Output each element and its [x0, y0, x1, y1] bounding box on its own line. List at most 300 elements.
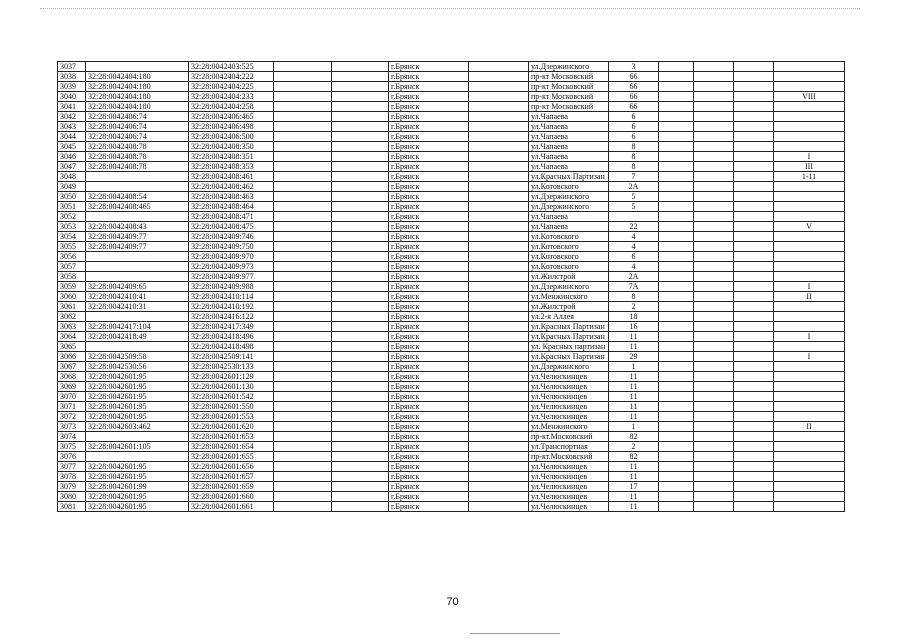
city-cell: г.Брянск: [389, 422, 469, 432]
city-cell: г.Брянск: [389, 172, 469, 182]
table-row: [58, 422, 845, 432]
house-number-cell: 11: [609, 382, 659, 392]
empty-cell: [332, 242, 389, 252]
empty-cell: [734, 122, 774, 132]
empty-cell: [332, 262, 389, 272]
empty-cell: [734, 482, 774, 492]
empty-cell: [734, 362, 774, 372]
table-row: [58, 122, 845, 132]
empty-cell: [694, 202, 734, 212]
table-row: [58, 262, 845, 272]
empty-cell: [469, 212, 529, 222]
empty-cell: [332, 212, 389, 222]
empty-cell: [734, 72, 774, 82]
empty-cell: [332, 502, 389, 512]
empty-cell: [659, 242, 694, 252]
empty-cell: [274, 92, 332, 102]
empty-cell: [469, 292, 529, 302]
row-number-cell: 3047: [58, 162, 86, 172]
row-number-cell: 3052: [58, 212, 86, 222]
empty-cell: [332, 462, 389, 472]
land-cadastral-cell: 32:28:0042601:95: [86, 462, 189, 472]
empty-cell: [274, 422, 332, 432]
city-cell: г.Брянск: [389, 502, 469, 512]
empty-cell: [332, 112, 389, 122]
empty-cell: [332, 312, 389, 322]
empty-cell: [659, 142, 694, 152]
empty-cell: [274, 252, 332, 262]
empty-cell: [734, 392, 774, 402]
empty-cell: [332, 492, 389, 502]
street-cell: ул. Красных партизан: [529, 342, 609, 352]
city-cell: г.Брянск: [389, 462, 469, 472]
cadastral-number-cell: 32:28:0042509:141: [189, 352, 274, 362]
premises-number-cell: [774, 142, 845, 152]
scan-edge-line: [40, 8, 860, 10]
table-row: [58, 332, 845, 342]
empty-cell: [659, 442, 694, 452]
city-cell: г.Брянск: [389, 282, 469, 292]
empty-cell: [274, 442, 332, 452]
empty-cell: [274, 242, 332, 252]
house-number-cell: 11: [609, 332, 659, 342]
row-number-cell: 3038: [58, 72, 86, 82]
house-number-cell: 66: [609, 102, 659, 112]
empty-cell: [694, 402, 734, 412]
house-number-cell: 6: [609, 122, 659, 132]
premises-number-cell: [774, 452, 845, 462]
street-cell: ул.Челюскинцев: [529, 482, 609, 492]
cadastral-number-cell: 32:28:0042406:498: [189, 122, 274, 132]
empty-cell: [469, 112, 529, 122]
table-row: [58, 142, 845, 152]
cadastral-number-cell: 32:28:0042408:350: [189, 142, 274, 152]
premises-number-cell: [774, 102, 845, 112]
house-number-cell: 66: [609, 72, 659, 82]
empty-cell: [734, 142, 774, 152]
empty-cell: [694, 122, 734, 132]
empty-cell: [734, 312, 774, 322]
premises-number-cell: [774, 232, 845, 242]
land-cadastral-cell: 32:28:0042410:31: [86, 302, 189, 312]
cadastral-number-cell: 32:28:0042409:970: [189, 252, 274, 262]
empty-cell: [734, 352, 774, 362]
empty-cell: [694, 72, 734, 82]
house-number-cell: 2А: [609, 272, 659, 282]
land-cadastral-cell: 32:28:0042603:462: [86, 422, 189, 432]
house-number-cell: 1: [609, 422, 659, 432]
table-row: [58, 202, 845, 212]
street-cell: ул.Чапаева: [529, 222, 609, 232]
city-cell: г.Брянск: [389, 472, 469, 482]
empty-cell: [332, 202, 389, 212]
street-cell: ул.Челюскинцев: [529, 412, 609, 422]
street-cell: ул.Транспортная: [529, 442, 609, 452]
cadastral-number-cell: 32:28:0042601:129: [189, 372, 274, 382]
table-row: [58, 302, 845, 312]
empty-cell: [274, 192, 332, 202]
row-number-cell: 3074: [58, 432, 86, 442]
empty-cell: [469, 432, 529, 442]
empty-cell: [469, 322, 529, 332]
table-row: [58, 182, 845, 192]
empty-cell: [734, 382, 774, 392]
land-cadastral-cell: 32:28:0042601:95: [86, 402, 189, 412]
premises-number-cell: [774, 392, 845, 402]
empty-cell: [694, 482, 734, 492]
table-row: [58, 312, 845, 322]
empty-cell: [694, 452, 734, 462]
cadastral-number-cell: 32:28:0042530:133: [189, 362, 274, 372]
empty-cell: [469, 132, 529, 142]
row-number-cell: 3063: [58, 322, 86, 332]
row-number-cell: 3080: [58, 492, 86, 502]
empty-cell: [659, 62, 694, 72]
empty-cell: [332, 162, 389, 172]
row-number-cell: 3067: [58, 362, 86, 372]
empty-cell: [469, 502, 529, 512]
row-number-cell: 3061: [58, 302, 86, 312]
street-cell: ул.Челюскинцев: [529, 492, 609, 502]
street-cell: ул.Дзержинского: [529, 62, 609, 72]
land-cadastral-cell: 32:28:0042409:77: [86, 232, 189, 242]
empty-cell: [694, 472, 734, 482]
empty-cell: [469, 282, 529, 292]
table-row: [58, 242, 845, 252]
empty-cell: [694, 92, 734, 102]
empty-cell: [659, 392, 694, 402]
land-cadastral-cell: 32:28:0042601:95: [86, 392, 189, 402]
house-number-cell: 66: [609, 92, 659, 102]
cadastral-number-cell: 32:28:0042404:233: [189, 92, 274, 102]
table-row: [58, 62, 845, 72]
cadastral-number-cell: 32:28:0042601:656: [189, 462, 274, 472]
street-cell: ул.Чапаева: [529, 142, 609, 152]
empty-cell: [694, 232, 734, 242]
empty-cell: [469, 72, 529, 82]
row-number-cell: 3070: [58, 392, 86, 402]
land-cadastral-cell: [86, 212, 189, 222]
empty-cell: [332, 352, 389, 362]
empty-cell: [274, 142, 332, 152]
empty-cell: [694, 182, 734, 192]
land-cadastral-cell: 32:28:0042601:95: [86, 502, 189, 512]
empty-cell: [694, 362, 734, 372]
city-cell: г.Брянск: [389, 432, 469, 442]
empty-cell: [734, 82, 774, 92]
city-cell: г.Брянск: [389, 122, 469, 132]
row-number-cell: 3043: [58, 122, 86, 132]
empty-cell: [274, 352, 332, 362]
empty-cell: [332, 482, 389, 492]
empty-cell: [332, 382, 389, 392]
land-cadastral-cell: 32:28:0042406:74: [86, 122, 189, 132]
cadastral-number-cell: 32:28:0042601:542: [189, 392, 274, 402]
empty-cell: [469, 62, 529, 72]
premises-number-cell: I: [774, 152, 845, 162]
street-cell: ул.Чапаева: [529, 152, 609, 162]
cadastral-number-cell: 32:28:0042601:660: [189, 492, 274, 502]
street-cell: ул.Челюскинцев: [529, 372, 609, 382]
street-cell: ул.Красных Партизан: [529, 172, 609, 182]
empty-cell: [659, 252, 694, 262]
house-number-cell: 82: [609, 452, 659, 462]
land-cadastral-cell: 32:28:0042408:54: [86, 192, 189, 202]
premises-number-cell: [774, 272, 845, 282]
city-cell: г.Брянск: [389, 242, 469, 252]
empty-cell: [694, 462, 734, 472]
street-cell: ул.Чапаева: [529, 132, 609, 142]
city-cell: г.Брянск: [389, 442, 469, 452]
street-cell: ул.Менжинского: [529, 422, 609, 432]
row-number-cell: 3078: [58, 472, 86, 482]
empty-cell: [332, 322, 389, 332]
row-number-cell: 3037: [58, 62, 86, 72]
empty-cell: [469, 342, 529, 352]
empty-cell: [734, 192, 774, 202]
street-cell: ул.Котовского: [529, 232, 609, 242]
city-cell: г.Брянск: [389, 342, 469, 352]
table-row: [58, 502, 845, 512]
land-cadastral-cell: 32:28:0042601:105: [86, 442, 189, 452]
cadastral-number-cell: 32:28:0042601:661: [189, 502, 274, 512]
house-number-cell: 2: [609, 442, 659, 452]
empty-cell: [274, 482, 332, 492]
row-number-cell: 3042: [58, 112, 86, 122]
empty-cell: [274, 162, 332, 172]
empty-cell: [659, 402, 694, 412]
row-number-cell: 3068: [58, 372, 86, 382]
house-number-cell: 7: [609, 172, 659, 182]
empty-cell: [274, 322, 332, 332]
row-number-cell: 3058: [58, 272, 86, 282]
cadastral-number-cell: 32:28:0042601:553: [189, 412, 274, 422]
table-row: [58, 82, 845, 92]
land-cadastral-cell: 32:28:0042408:78: [86, 162, 189, 172]
row-number-cell: 3059: [58, 282, 86, 292]
empty-cell: [734, 442, 774, 452]
empty-cell: [694, 82, 734, 92]
city-cell: г.Брянск: [389, 82, 469, 92]
street-cell: ул.Красных Партизан: [529, 332, 609, 342]
empty-cell: [469, 302, 529, 312]
empty-cell: [659, 162, 694, 172]
empty-cell: [659, 272, 694, 282]
table-row: [58, 372, 845, 382]
empty-cell: [469, 152, 529, 162]
empty-cell: [694, 422, 734, 432]
empty-cell: [469, 452, 529, 462]
empty-cell: [469, 462, 529, 472]
empty-cell: [659, 382, 694, 392]
empty-cell: [734, 322, 774, 332]
table-row: [58, 272, 845, 282]
empty-cell: [734, 252, 774, 262]
empty-cell: [469, 262, 529, 272]
row-number-cell: 3039: [58, 82, 86, 92]
row-number-cell: 3073: [58, 422, 86, 432]
empty-cell: [694, 102, 734, 112]
row-number-cell: 3046: [58, 152, 86, 162]
empty-cell: [274, 502, 332, 512]
empty-cell: [469, 382, 529, 392]
empty-cell: [274, 122, 332, 132]
house-number-cell: 8: [609, 292, 659, 302]
empty-cell: [274, 312, 332, 322]
land-cadastral-cell: 32:28:0042530:56: [86, 362, 189, 372]
premises-number-cell: [774, 202, 845, 212]
empty-cell: [694, 392, 734, 402]
empty-cell: [332, 332, 389, 342]
empty-cell: [694, 412, 734, 422]
empty-cell: [274, 462, 332, 472]
cadastral-number-cell: 32:28:0042601:654: [189, 442, 274, 452]
cadastral-number-cell: 32:28:0042417:349: [189, 322, 274, 332]
empty-cell: [469, 332, 529, 342]
empty-cell: [659, 182, 694, 192]
land-cadastral-cell: [86, 172, 189, 182]
empty-cell: [734, 112, 774, 122]
house-number-cell: 6: [609, 112, 659, 122]
empty-cell: [734, 102, 774, 112]
table-row: [58, 212, 845, 222]
house-number-cell: 5: [609, 192, 659, 202]
empty-cell: [332, 132, 389, 142]
street-cell: ул.Котовского: [529, 242, 609, 252]
empty-cell: [659, 502, 694, 512]
premises-number-cell: VIII: [774, 92, 845, 102]
empty-cell: [734, 292, 774, 302]
empty-cell: [659, 432, 694, 442]
city-cell: г.Брянск: [389, 452, 469, 462]
empty-cell: [734, 332, 774, 342]
empty-cell: [734, 152, 774, 162]
city-cell: г.Брянск: [389, 382, 469, 392]
empty-cell: [332, 252, 389, 262]
empty-cell: [659, 412, 694, 422]
land-cadastral-cell: 32:28:0042408:465: [86, 202, 189, 212]
house-number-cell: 29: [609, 352, 659, 362]
empty-cell: [332, 432, 389, 442]
premises-number-cell: [774, 432, 845, 442]
empty-cell: [469, 172, 529, 182]
city-cell: г.Брянск: [389, 142, 469, 152]
empty-cell: [332, 392, 389, 402]
empty-cell: [332, 62, 389, 72]
empty-cell: [469, 492, 529, 502]
empty-cell: [734, 422, 774, 432]
row-number-cell: 3054: [58, 232, 86, 242]
city-cell: г.Брянск: [389, 212, 469, 222]
house-number-cell: 11: [609, 342, 659, 352]
cadastral-number-cell: 32:28:0042601:653: [189, 432, 274, 442]
empty-cell: [694, 372, 734, 382]
empty-cell: [274, 232, 332, 242]
city-cell: г.Брянск: [389, 322, 469, 332]
land-cadastral-cell: [86, 272, 189, 282]
table-row: [58, 462, 845, 472]
empty-cell: [734, 262, 774, 272]
house-number-cell: 2: [609, 302, 659, 312]
empty-cell: [694, 332, 734, 342]
street-cell: пр-кт Московский: [529, 102, 609, 112]
empty-cell: [274, 152, 332, 162]
empty-cell: [469, 412, 529, 422]
city-cell: г.Брянск: [389, 162, 469, 172]
row-number-cell: 3069: [58, 382, 86, 392]
premises-number-cell: [774, 72, 845, 82]
empty-cell: [659, 292, 694, 302]
land-cadastral-cell: 32:28:0042404:180: [86, 82, 189, 92]
empty-cell: [469, 102, 529, 112]
empty-cell: [734, 202, 774, 212]
land-cadastral-cell: [86, 182, 189, 192]
empty-cell: [659, 282, 694, 292]
empty-cell: [469, 242, 529, 252]
table-row: [58, 72, 845, 82]
row-number-cell: 3044: [58, 132, 86, 142]
street-cell: ул.Челюскинцев: [529, 392, 609, 402]
empty-cell: [734, 92, 774, 102]
empty-cell: [469, 482, 529, 492]
empty-cell: [274, 412, 332, 422]
empty-cell: [469, 202, 529, 212]
house-number-cell: 16: [609, 322, 659, 332]
empty-cell: [734, 432, 774, 442]
empty-cell: [332, 92, 389, 102]
empty-cell: [659, 312, 694, 322]
table-row: [58, 192, 845, 202]
row-number-cell: 3077: [58, 462, 86, 472]
empty-cell: [332, 72, 389, 82]
premises-number-cell: [774, 472, 845, 482]
cadastral-number-cell: 32:28:0042406:465: [189, 112, 274, 122]
premises-number-cell: [774, 212, 845, 222]
empty-cell: [694, 142, 734, 152]
empty-cell: [659, 322, 694, 332]
land-cadastral-cell: [86, 62, 189, 72]
city-cell: г.Брянск: [389, 412, 469, 422]
street-cell: ул.Красных Партизан: [529, 352, 609, 362]
cadastral-number-cell: 32:28:0042418:498: [189, 342, 274, 352]
empty-cell: [469, 122, 529, 132]
row-number-cell: 3071: [58, 402, 86, 412]
cadastral-number-cell: 32:28:0042408:475: [189, 222, 274, 232]
land-cadastral-cell: 32:28:0042417:104: [86, 322, 189, 332]
premises-number-cell: [774, 122, 845, 132]
house-number-cell: 66: [609, 82, 659, 92]
empty-cell: [694, 432, 734, 442]
empty-cell: [694, 322, 734, 332]
empty-cell: [469, 162, 529, 172]
premises-number-cell: [774, 492, 845, 502]
row-number-cell: 3048: [58, 172, 86, 182]
cadastral-number-cell: 32:28:0042408:351: [189, 152, 274, 162]
cadastral-number-cell: 32:28:0042409:746: [189, 232, 274, 242]
premises-number-cell: [774, 482, 845, 492]
city-cell: г.Брянск: [389, 232, 469, 242]
table-row: [58, 392, 845, 402]
premises-number-cell: [774, 192, 845, 202]
table-row: [58, 442, 845, 452]
empty-cell: [659, 212, 694, 222]
street-cell: ул.Котовского: [529, 262, 609, 272]
empty-cell: [274, 382, 332, 392]
empty-cell: [694, 502, 734, 512]
premises-number-cell: II: [774, 422, 845, 432]
cadastral-number-cell: 32:28:0042408:471: [189, 212, 274, 222]
premises-number-cell: [774, 82, 845, 92]
